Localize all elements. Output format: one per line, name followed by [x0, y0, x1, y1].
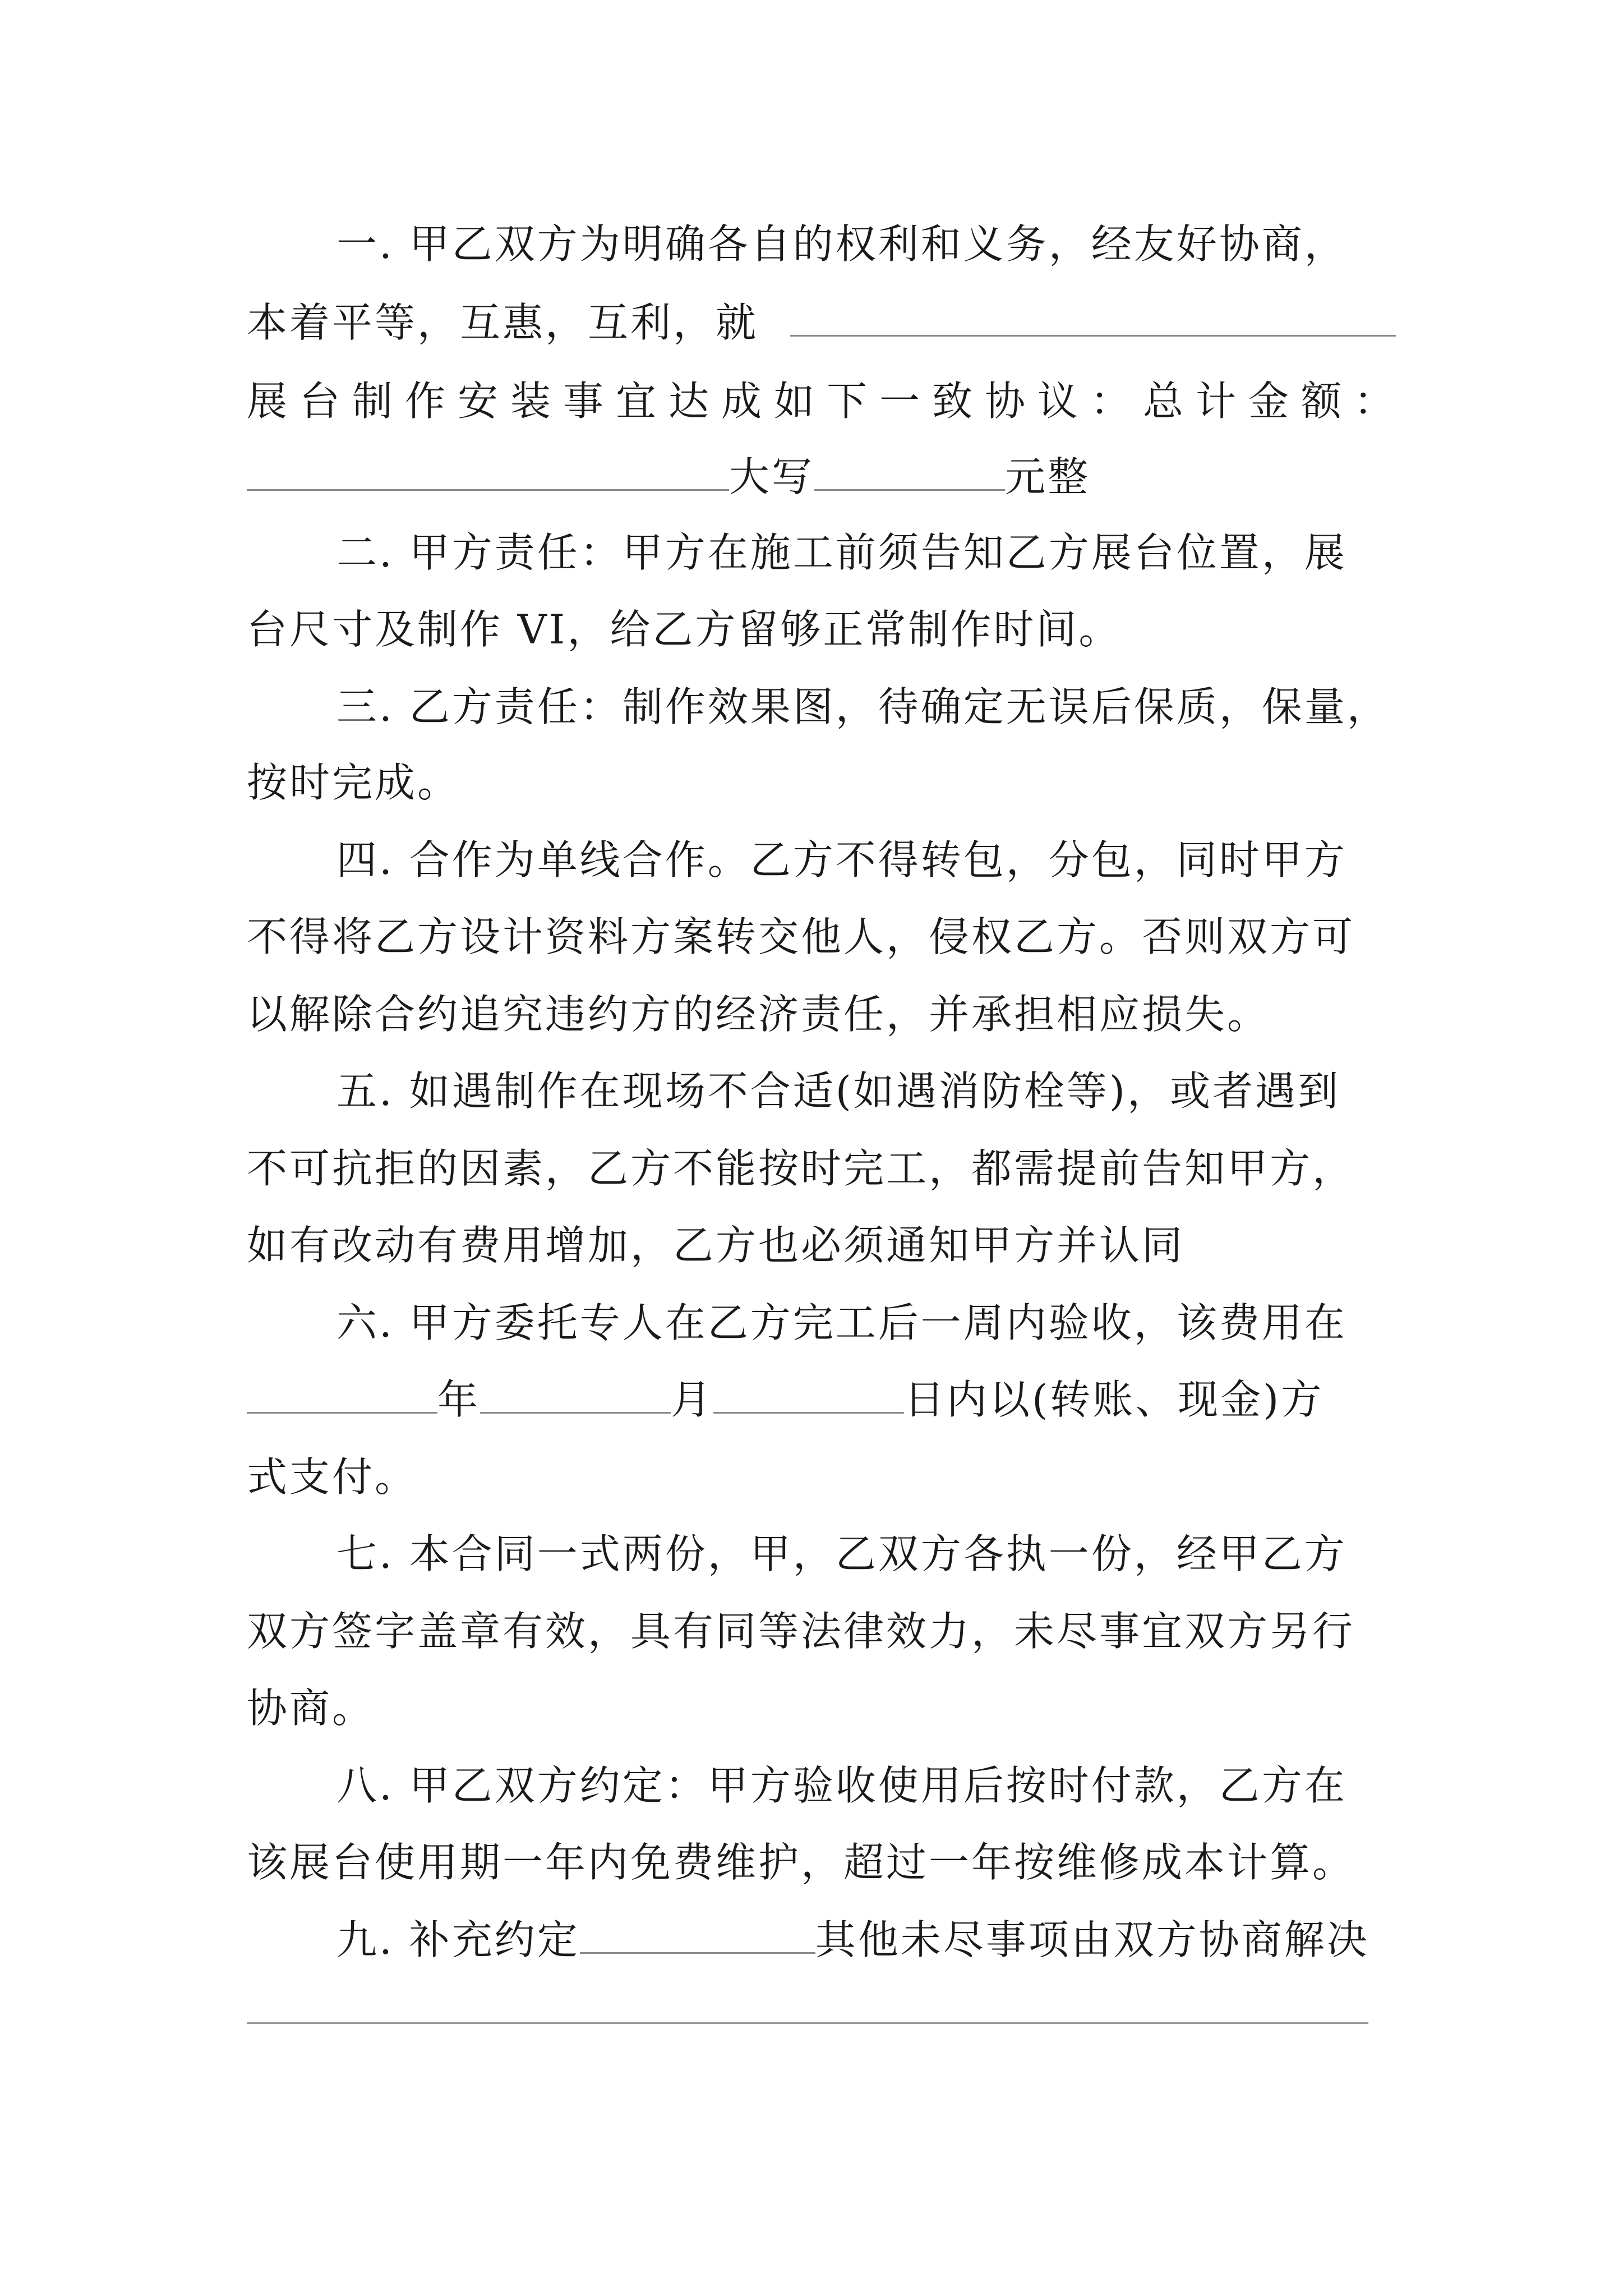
- payment-method-text: 日内以(转账、现金)方: [904, 1376, 1324, 1423]
- clause-1-line-4: [247, 449, 1391, 505]
- clause-1-text: 本着平等，互惠，互利，就: [247, 299, 759, 346]
- clause-1-line-2: [247, 295, 1391, 351]
- clause-9-line-1: [336, 1912, 1391, 1968]
- supplement-rest: 其他未尽事项由双方协商解决: [815, 1916, 1370, 1963]
- month-blank: [480, 1373, 671, 1414]
- yuan-label: 元整: [1005, 453, 1091, 500]
- day-blank: [713, 1373, 904, 1414]
- clause-5-line-1: 五. 如遇制作在现场不合适(如遇消防栓等)，或者遇到: [336, 1068, 1340, 1115]
- month-label: 月: [671, 1376, 714, 1423]
- clause-6-line-3: 式支付。: [247, 1453, 418, 1501]
- clause-4-line-3: 以解除合约追究违约方的经济责任，并承担相应损失。: [247, 991, 1270, 1038]
- clause-8-line-2: 该展台使用期一年内免费维护，超过一年按维修成本计算。: [247, 1839, 1355, 1886]
- clause-7-line-3: 协商。: [247, 1685, 375, 1732]
- clause-6-line-1: 六. 甲方委托专人在乙方完工后一周内验收，该费用在: [336, 1299, 1347, 1346]
- year-blank: [247, 1373, 437, 1414]
- clause-3-line-1: 三. 乙方责任：制作效果图，待确定无误后保质，保量，: [336, 683, 1390, 730]
- clause-6-line-2: [247, 1372, 1391, 1428]
- subject-blank: [790, 296, 1396, 337]
- year-label: 年: [437, 1376, 481, 1423]
- clause-1-text-3: 展台制作安装事宜达成如下一致协议：总计金额：: [247, 378, 1407, 425]
- clause-4-line-1: 四. 合作为单线合作。乙方不得转包，分包，同时甲方: [336, 836, 1347, 884]
- clause-7-line-1: 七. 本合同一式两份，甲，乙双方各执一份，经甲乙方: [336, 1530, 1347, 1577]
- amount-daxie-blank: [814, 450, 1005, 491]
- clause-5-line-2: 不可抗拒的因素，乙方不能按时完工，都需提前告知甲方，: [247, 1145, 1355, 1192]
- clause-1-line-1: 一. 甲乙双方为明确各自的权利和义务，经友好协商，: [336, 220, 1347, 268]
- clause-4-line-2: 不得将乙方设计资料方案转交他人，侵权乙方。否则双方可: [247, 913, 1355, 960]
- supplement-blank: [580, 1913, 815, 1954]
- clause-7-line-2: 双方签字盖章有效，具有同等法律效力，未尽事宜双方另行: [247, 1608, 1355, 1655]
- clause-3-line-2: 按时完成。: [247, 759, 460, 806]
- clause-1-line-3: [247, 373, 1407, 429]
- amount-blank: [247, 450, 729, 491]
- daxie-label: 大写: [729, 453, 815, 500]
- bottom-divider: [247, 2022, 1368, 2024]
- clause-2-line-1: 二. 甲方责任：甲方在施工前须告知乙方展台位置，展: [336, 529, 1347, 576]
- supplement-label: 九. 补充约定: [336, 1916, 580, 1963]
- clause-8-line-1: 八. 甲乙双方约定：甲方验收使用后按时付款，乙方在: [336, 1762, 1347, 1809]
- clause-2-line-2: 台尺寸及制作 VI，给乙方留够正常制作时间。: [247, 606, 1122, 653]
- clause-5-line-3: 如有改动有费用增加，乙方也必须通知甲方并认同: [247, 1222, 1185, 1269]
